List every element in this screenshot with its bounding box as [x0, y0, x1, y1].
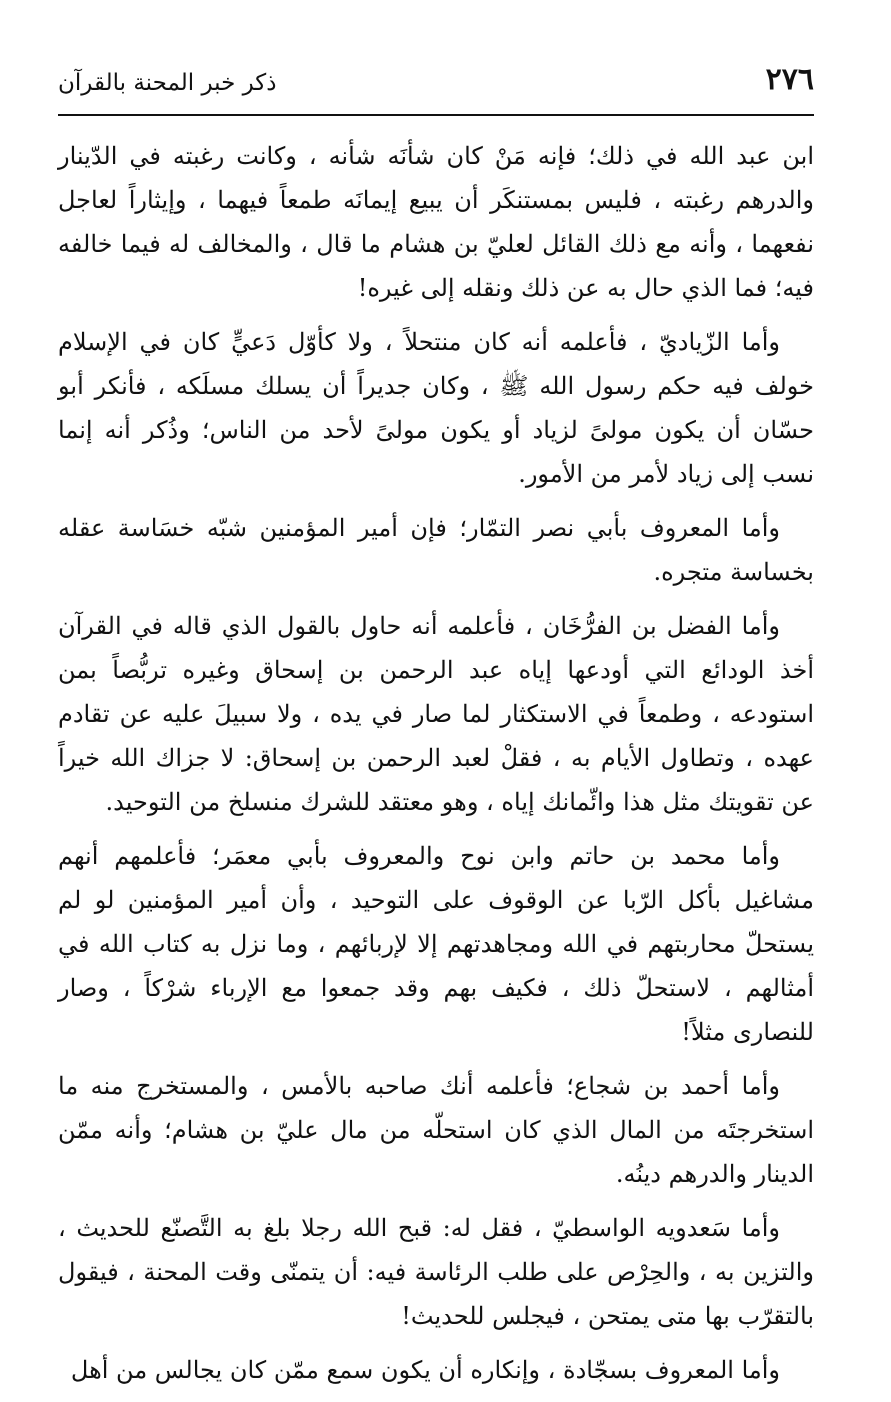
body-text — [58, 134, 814, 1392]
page-number: ٢٧٦ — [765, 62, 814, 97]
paragraph: وأما الفضل بن الفرُّخَان ، فأعلمه أنه حاول بالقول الذي قاله في القرآن أخذ الودائع التي أودعها إياه عبد الرحمن بن إسحاق وغيره تربُّصاً بمن استودعه ، وطمعاً في الاستكثار لما صار في يده ، ولا سبيلَ عليه عن تقادم عهده ، وتطاول الأيام به ، فقلْ لعبد الرحمن بن إسحاق: لا جزاك الله خيراً عن تقويتك مثل هذا وائّمانك إياه ، وهو معتقد للشرك منسلخ من التوحيد. — [58, 612, 814, 816]
book-page — [58, 60, 814, 1402]
paragraph: وأما المعروف بأبي نصر التمّار؛ فإن أمير المؤمنين شبّه خسَاسة عقله بخساسة متجره. — [58, 514, 814, 586]
paragraph: ابن عبد الله في ذلك؛ فإنه مَنْ كان شأنَه شأنه ، وكانت رغبته في الدّينار والدرهم رغبته ، فليس بمستنكَر أن يبيع إيمانَه طمعاً فيهما ، وإيثاراً لعاجل نفعهما ، وأنه مع ذلك القائل لعليّ بن هشام ما قال ، والمخالف له فيما خالفه فيه؛ فما الذي حال به عن ذلك ونقله إلى غيره! — [58, 142, 814, 302]
page-header — [58, 60, 814, 116]
paragraph: وأما محمد بن حاتم وابن نوح والمعروف بأبي معمَر؛ فأعلمهم أنهم مشاغيل بأكل الرّبا عن الوقوف على التوحيد ، وأن أمير المؤمنين لو لم يستحلّ محاربتهم في الله ومجاهدتهم إلا لإربائهم ، وما نزل به كتاب الله في أمثالهم ، لاستحلّ ذلك ، فكيف بهم وقد جمعوا مع الإرباء شرْكاً ، وصار للنصارى مثلاً! — [58, 842, 814, 1046]
paragraph: وأما سَعدويه الواسطيّ ، فقل له: قبح الله رجلا بلغ به التَّصنّع للحديث ، والتزين به ، والحِرْص على طلب الرئاسة فيه: أن يتمنّى وقت المحنة ، فيقول بالتقرّب بها متى يمتحن ، فيجلس للحديث! — [58, 1214, 814, 1330]
paragraph: وأما أحمد بن شجاع؛ فأعلمه أنك صاحبه بالأمس ، والمستخرج منه ما استخرجتَه من المال الذي كان استحلّه من مال عليّ بن هشام؛ وأنه ممّن الدينار والدرهم دينُه. — [58, 1072, 814, 1188]
running-title: ذكر خبر المحنة بالقرآن — [58, 70, 277, 96]
paragraph: وأما الزّياديّ ، فأعلمه أنه كان منتحلاً ، ولا كأوّل دَعيٍّ كان في الإسلام خولف فيه حكم رسول الله ﷺ ، وكان جديراً أن يسلك مسلَكه ، فأنكر أبو حسّان أن يكون مولىً لزياد أو يكون مولىً لأحد من الناس؛ وذُكر أنه إنما نسب إلى زياد لأمر من الأمور. — [58, 328, 814, 488]
paragraph: وأما المعروف بسجّادة ، وإنكاره أن يكون سمع ممّن كان يجالس من أهل — [70, 1356, 780, 1384]
